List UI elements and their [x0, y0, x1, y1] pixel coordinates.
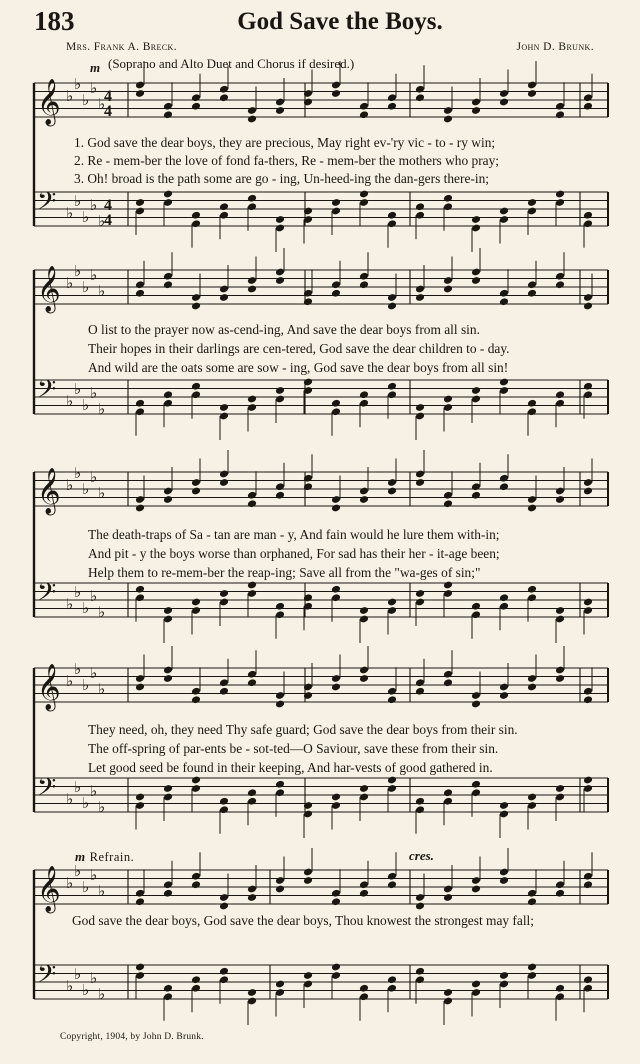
note-head — [415, 93, 425, 102]
flat-icon: ♭ — [74, 862, 82, 880]
copyright-footer: Copyright, 1904, by John D. Brunk. — [60, 1032, 204, 1042]
note-head — [163, 280, 173, 289]
note-head — [583, 302, 593, 311]
flat-icon: ♭ — [98, 603, 106, 621]
note-head — [247, 893, 257, 902]
note-head — [443, 194, 453, 203]
flat-icon: ♭ — [66, 977, 74, 995]
note-head — [443, 581, 453, 590]
note-head — [415, 293, 425, 302]
note-head — [443, 115, 453, 124]
note-head — [387, 302, 397, 311]
note-head — [191, 102, 201, 111]
note-head — [331, 289, 341, 298]
note-head — [135, 585, 145, 594]
time-signature: 4 — [104, 88, 112, 105]
note-head — [163, 674, 173, 683]
note-head — [583, 211, 593, 220]
note-head — [527, 504, 537, 513]
refrain-dynamic: m — [75, 849, 86, 864]
flat-icon: ♭ — [82, 396, 90, 414]
note-head — [135, 504, 145, 513]
note-head — [247, 499, 257, 508]
note-head — [387, 975, 397, 984]
flat-icon: ♭ — [82, 599, 90, 617]
bass-clef-icon: 𝄢 — [37, 773, 57, 808]
note-head — [387, 487, 397, 496]
note-head — [415, 687, 425, 696]
note-head — [191, 211, 201, 220]
note-head — [163, 984, 173, 993]
note-head — [219, 687, 229, 696]
bass-clef-icon: 𝄢 — [37, 375, 57, 410]
note-head — [163, 495, 173, 504]
note-head — [583, 695, 593, 704]
note-head — [583, 776, 593, 785]
note-head — [499, 378, 509, 387]
note-head — [583, 102, 593, 111]
refrain-title: Refrain. — [89, 850, 135, 864]
note-head — [527, 399, 537, 408]
note-head — [135, 198, 145, 207]
note-head — [527, 585, 537, 594]
note-head — [555, 606, 565, 615]
lyric-s2-v3: And wild are the oats some are sow - ing, God save the dear boys from all sin! — [88, 360, 509, 375]
note-head — [583, 598, 593, 607]
flat-icon: ♭ — [90, 664, 98, 682]
flat-icon: ♭ — [66, 790, 74, 808]
note-head — [499, 593, 509, 602]
note-head — [555, 984, 565, 993]
treble-clef-icon: 𝄞 — [37, 79, 61, 125]
note-head — [219, 902, 229, 911]
flat-icon: ♭ — [98, 985, 106, 1003]
note-head — [275, 215, 285, 224]
flat-icon: ♭ — [74, 778, 82, 796]
flat-icon: ♭ — [90, 196, 98, 214]
note-head — [387, 382, 397, 391]
note-head — [331, 963, 341, 972]
note-head — [583, 975, 593, 984]
time-signature: 4 — [104, 197, 112, 214]
note-head — [303, 971, 313, 980]
bass-clef-icon: 𝄢 — [37, 578, 57, 613]
note-head — [555, 495, 565, 504]
lyric-s2-v1: O list to the prayer now as-cend-ing, And save the dear boys from all sin. — [88, 322, 480, 337]
note-head — [219, 202, 229, 211]
flat-icon: ♭ — [90, 969, 98, 987]
note-head — [247, 285, 257, 294]
note-head — [163, 784, 173, 793]
time-signature: 4 — [104, 212, 112, 229]
note-head — [555, 889, 565, 898]
note-head — [471, 491, 481, 500]
note-head — [499, 98, 509, 107]
note-head — [359, 110, 369, 119]
note-head — [275, 386, 285, 395]
note-head — [583, 382, 593, 391]
note-head — [359, 674, 369, 683]
note-head — [527, 793, 537, 802]
flat-icon: ♭ — [82, 878, 90, 896]
note-head — [359, 606, 369, 615]
note-head — [471, 780, 481, 789]
note-head — [499, 691, 509, 700]
note-head — [247, 988, 257, 997]
bass-clef-icon: 𝄢 — [37, 187, 57, 222]
note-head — [471, 276, 481, 285]
flat-icon: ♭ — [98, 680, 106, 698]
note-head — [387, 598, 397, 607]
note-head — [555, 190, 565, 199]
flat-icon: ♭ — [90, 384, 98, 402]
note-head — [415, 967, 425, 976]
note-head — [331, 897, 341, 906]
flat-icon: ♭ — [90, 468, 98, 486]
words-credit: Mrs. Frank A. Breck. — [66, 41, 178, 53]
note-head — [163, 889, 173, 898]
flat-icon: ♭ — [74, 464, 82, 482]
note-head — [555, 280, 565, 289]
flat-icon: ♭ — [82, 208, 90, 226]
note-head — [219, 589, 229, 598]
note-head — [359, 495, 369, 504]
flat-icon: ♭ — [66, 87, 74, 105]
note-head — [415, 797, 425, 806]
note-head — [555, 784, 565, 793]
note-head — [219, 967, 229, 976]
note-head — [219, 293, 229, 302]
note-head — [387, 695, 397, 704]
note-head — [219, 93, 229, 102]
note-head — [499, 297, 509, 306]
flat-icon: ♭ — [98, 95, 106, 113]
lyric-s3-v3: Help them to re-mem-ber the reap-ing; Save all from the "wa-ges of sin;" — [88, 565, 481, 580]
note-head — [135, 793, 145, 802]
flat-icon: ♭ — [74, 583, 82, 601]
treble-clef-icon: 𝄞 — [37, 664, 61, 710]
treble-clef-icon: 𝄞 — [37, 866, 61, 912]
note-head — [527, 198, 537, 207]
lyric-s4-v3: Let good seed be found in their keeping, And har-vests of good gathered in. — [88, 760, 493, 775]
note-head — [359, 889, 369, 898]
note-head — [135, 963, 145, 972]
note-head — [331, 683, 341, 692]
note-head — [443, 678, 453, 687]
lyric-s1-v1: 1. God save the dear boys, they are precious, May right ev-'ry vic - to - ry win; — [74, 135, 496, 150]
note-head — [415, 202, 425, 211]
flat-icon: ♭ — [82, 91, 90, 109]
note-head — [275, 885, 285, 894]
note-head — [443, 285, 453, 294]
note-head — [163, 390, 173, 399]
flat-icon: ♭ — [98, 212, 106, 230]
note-head — [135, 399, 145, 408]
note-head — [387, 102, 397, 111]
time-signature: 4 — [104, 103, 112, 120]
note-head — [415, 589, 425, 598]
note-head — [527, 897, 537, 906]
hymn-title: God Save the Boys. — [237, 8, 443, 35]
flat-icon: ♭ — [74, 660, 82, 678]
note-head — [275, 276, 285, 285]
note-head — [135, 683, 145, 692]
note-head — [191, 487, 201, 496]
note-head — [555, 110, 565, 119]
flat-icon: ♭ — [66, 274, 74, 292]
note-head — [191, 880, 201, 889]
note-head — [359, 390, 369, 399]
note-head — [471, 106, 481, 115]
note-head — [443, 893, 453, 902]
music-credit: John D. Brunk. — [516, 41, 594, 53]
note-head — [471, 386, 481, 395]
note-head — [499, 482, 509, 491]
note-head — [331, 504, 341, 513]
note-head — [583, 880, 593, 889]
refrain-label — [75, 849, 134, 865]
note-head — [499, 876, 509, 885]
note-head — [219, 478, 229, 487]
flat-icon: ♭ — [90, 79, 98, 97]
lyric-s4-v2: The off-spring of par-ents be - sot-ted—O Saviour, save these from their sin. — [88, 741, 499, 756]
note-head — [247, 194, 257, 203]
note-head — [499, 207, 509, 216]
note-head — [163, 606, 173, 615]
note-head — [135, 89, 145, 98]
lyric-refrain: God save the dear boys, God save the dear boys, Thou knowest the strongest may fall; — [72, 913, 534, 928]
note-head — [471, 980, 481, 989]
note-head — [163, 110, 173, 119]
flat-icon: ♭ — [82, 480, 90, 498]
note-head — [331, 89, 341, 98]
treble-clef-icon: 𝄞 — [37, 266, 61, 312]
flat-icon: ♭ — [90, 866, 98, 884]
note-head — [191, 975, 201, 984]
note-head — [471, 602, 481, 611]
note-head — [527, 289, 537, 298]
note-head — [275, 491, 285, 500]
note-head — [219, 403, 229, 412]
note-head — [471, 215, 481, 224]
note-head — [415, 902, 425, 911]
note-head — [247, 395, 257, 404]
note-head — [331, 793, 341, 802]
lyric-s1-v3: 3. Oh! broad is the path some are go - ing, Un-heed-ing the dan-gers there-in; — [74, 171, 489, 186]
treble-clef-icon: 𝄞 — [37, 468, 61, 514]
note-head — [275, 780, 285, 789]
note-head — [555, 674, 565, 683]
note-head — [443, 788, 453, 797]
note-head — [555, 390, 565, 399]
flat-icon: ♭ — [82, 278, 90, 296]
flat-icon: ♭ — [74, 75, 82, 93]
note-head — [303, 876, 313, 885]
note-head — [219, 797, 229, 806]
flat-icon: ♭ — [74, 262, 82, 280]
note-head — [135, 897, 145, 906]
note-head — [359, 280, 369, 289]
note-head — [163, 190, 173, 199]
note-head — [331, 585, 341, 594]
note-head — [359, 784, 369, 793]
note-head — [275, 700, 285, 709]
note-head — [499, 801, 509, 810]
note-head — [443, 988, 453, 997]
crescendo-marking: cres. — [409, 848, 434, 863]
lyric-s3-v2: And pit - y the boys worse than orphaned, For sad has their her - it-age been; — [88, 546, 500, 561]
lyric-s1-v2: 2. Re - mem-ber the love of fond fa-thers, Re - mem-ber the mothers who pray; — [74, 153, 500, 168]
flat-icon: ♭ — [66, 672, 74, 690]
note-head — [247, 788, 257, 797]
note-head — [191, 382, 201, 391]
flat-icon: ♭ — [66, 392, 74, 410]
note-head — [331, 399, 341, 408]
note-head — [275, 106, 285, 115]
flat-icon: ♭ — [98, 400, 106, 418]
performance-direction: (Soprano and Alto Duet and Chorus if desired.) — [108, 56, 355, 71]
note-head — [387, 776, 397, 785]
note-head — [527, 89, 537, 98]
note-head — [331, 198, 341, 207]
note-head — [247, 115, 257, 124]
flat-icon: ♭ — [98, 282, 106, 300]
note-head — [135, 289, 145, 298]
note-head — [191, 695, 201, 704]
note-head — [387, 211, 397, 220]
flat-icon: ♭ — [66, 204, 74, 222]
note-head — [275, 602, 285, 611]
flat-icon: ♭ — [82, 794, 90, 812]
flat-icon: ♭ — [90, 782, 98, 800]
lyric-s2-v2: Their hopes in their darlings are cen-tered, God save the dear children to - day. — [88, 341, 510, 356]
flat-icon: ♭ — [66, 595, 74, 613]
note-head — [499, 971, 509, 980]
flat-icon: ♭ — [98, 798, 106, 816]
note-head — [247, 678, 257, 687]
note-head — [443, 499, 453, 508]
hymn-number: 183 — [34, 6, 75, 36]
note-head — [415, 403, 425, 412]
note-head — [471, 885, 481, 894]
lyric-s4-v1: They need, oh, they need Thy safe guard; God save the dear boys from their sin. — [88, 722, 518, 737]
note-head — [191, 598, 201, 607]
flat-icon: ♭ — [90, 266, 98, 284]
flat-icon: ♭ — [74, 380, 82, 398]
note-head — [583, 487, 593, 496]
flat-icon: ♭ — [82, 981, 90, 999]
note-head — [527, 683, 537, 692]
flat-icon: ♭ — [74, 965, 82, 983]
note-head — [275, 980, 285, 989]
flat-icon: ♭ — [74, 192, 82, 210]
note-head — [443, 395, 453, 404]
note-head — [387, 880, 397, 889]
note-head — [359, 984, 369, 993]
dynamic-marking: m — [90, 60, 101, 75]
flat-icon: ♭ — [66, 874, 74, 892]
flat-icon: ♭ — [82, 676, 90, 694]
bass-clef-icon: 𝄢 — [37, 960, 57, 995]
flat-icon: ♭ — [90, 587, 98, 605]
flat-icon: ♭ — [98, 882, 106, 900]
note-head — [191, 302, 201, 311]
lyric-s3-v1: The death-traps of Sa - tan are man - y, And fain would he lure them with-in; — [88, 527, 500, 542]
flat-icon: ♭ — [66, 476, 74, 494]
note-head — [415, 478, 425, 487]
flat-icon: ♭ — [98, 484, 106, 502]
note-head — [359, 190, 369, 199]
note-head — [471, 700, 481, 709]
note-head — [247, 581, 257, 590]
note-head — [527, 963, 537, 972]
note-head — [191, 776, 201, 785]
